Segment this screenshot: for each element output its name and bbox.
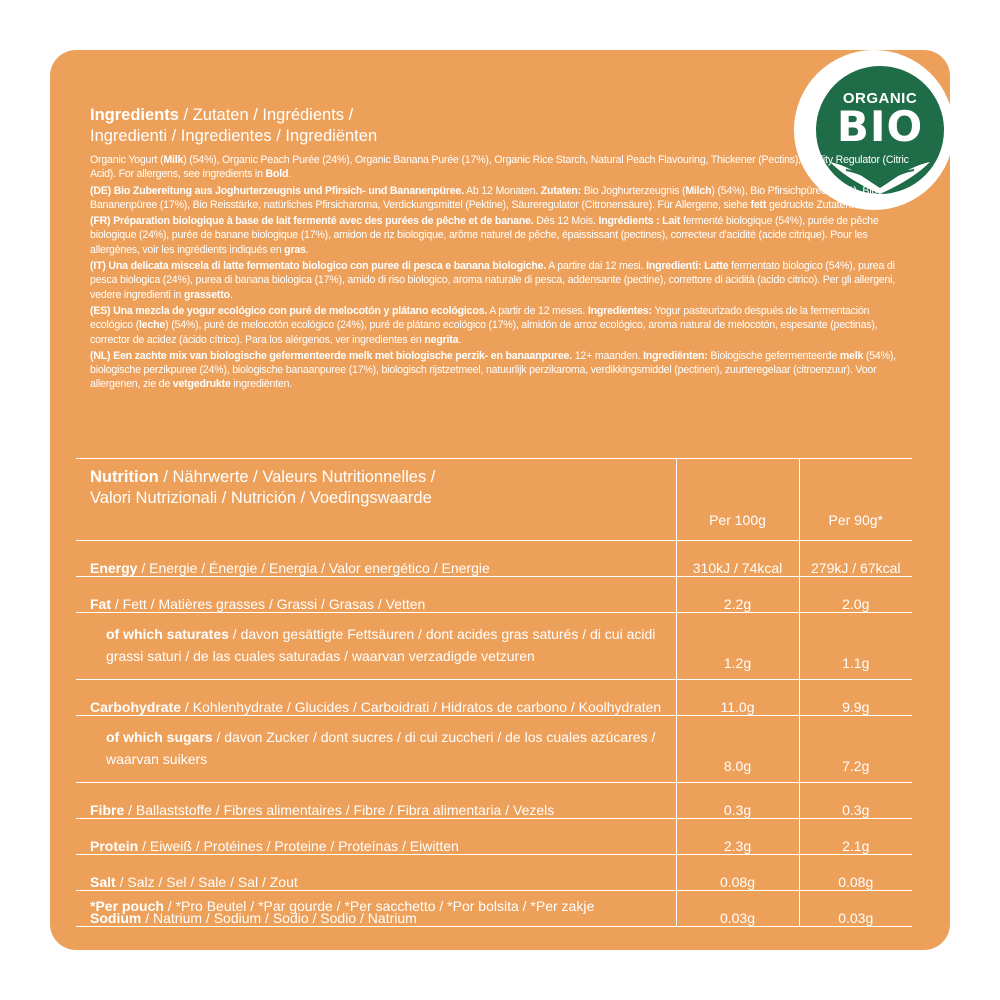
nutrition-heading-rest: / Nährwerte / Valeurs Nutritionnelles / [158,468,436,486]
text: Ab 12 Monaten. [463,184,541,197]
value-per-100g: 0.08g [676,855,799,891]
bold-word: fett [750,198,767,211]
nutrition-heading-line2: Valori Nutrizionali / Nutrición / Voedingswaarde [90,489,432,507]
ingredients-nl [90,349,912,392]
value-per-100g: 0.03g [676,891,799,927]
bold-word: vetgedrukte [172,378,231,391]
ingredients-heading-bold: Ingredients [90,106,179,124]
row-label-rest: / Energie / Énergie / Energia / Valor energético / Energie [137,560,490,576]
text: . [305,243,309,256]
text: (54%), biologische perzikpuree (24%), biologische banaanpuree (17%), biologisch rijstzetmeel, natuurlijk perzikaroma, verdikkingsmiddel (pectinen), zuurteregelaar (citroenzuur). Voor allergenen, zie de [90,349,896,391]
lead: (NL) Een zachte mix van biologische gefermenteerde melk met biologische perzik- en banaanpuree. [90,349,572,362]
footnote-rest: / *Pro Beutel / *Par gourde / *Per sacchetto / *Por bolsita / *Per zakje [163,898,595,914]
lead: (FR) Préparation biologique à base de lait fermenté avec des purées de pêche et de banane. [90,215,534,228]
row-label-bold: Energy [90,560,138,576]
column-per-90g: Per 90g* [799,459,912,541]
value-per-100g: 1.2g [676,613,799,680]
value-per-90g: 279kJ / 67kcal [799,541,912,577]
bold-word: grassetto [183,288,230,301]
row-label-rest: / Kohlenhydrate / Glucides / Carboidrati / Hidratos de carbono / Koolhydraten [181,699,662,715]
value-per-90g: 0.08g [799,855,912,891]
text: fermentato biologico (54%), purea di pesca biologica (24%), purea di banana biologica (17%), amido di riso biologico, aroma naturale di pesca, addensante (pectine), correttore di acidità (acido citrico). Per gli allergeni, vedere ingredienti in [90,260,896,301]
nutrition-table [76,458,912,927]
text: 12+ maanden. [571,349,644,362]
value-per-90g: 0.3g [799,783,912,819]
column-per-100g: Per 100g [676,459,799,541]
row-label [76,716,676,783]
value-per-90g: 2.1g [799,819,912,855]
table-row-fibre [76,783,912,819]
table-row-carbohydrate [76,680,912,716]
text: A partir de 12 meses. [487,304,588,317]
text: Biologische gefermenteerde [707,349,840,362]
row-label-bold: Fibre [90,802,125,818]
ingredients-it [90,259,912,302]
text: gedruckte Zutaten. [766,198,854,211]
label: Ingrediënten: [643,349,708,362]
value-per-90g: 1.1g [799,613,912,680]
row-label-bold: Protein [90,838,139,854]
ingredients-text [90,153,912,394]
lead: (DE) Bio Zubereitung aus Joghurterzeugnis und Pfirsich- und Bananenpüree. [90,184,464,197]
value-per-100g: 310kJ / 74kcal [676,541,799,577]
badge-bio-text: BIO [836,102,924,151]
row-label [76,819,676,855]
row-label-rest: / Ballaststoffe / Fibres alimentaires / Fibre / Fibra alimentaria / Vezels [124,802,555,818]
row-label [76,783,676,819]
row-label-bold: Sodium [90,910,142,926]
ingredients-de [90,184,912,213]
ingredients-es [90,304,912,347]
value-per-90g: 2.0g [799,577,912,613]
allergen: melk [839,349,864,362]
nutrition-heading [76,459,676,541]
value-per-90g: 9.9g [799,680,912,716]
row-label-rest: / Fett / Matières grasses / Grassi / Grasas / Vetten [111,596,426,612]
row-label [76,577,676,613]
value-per-100g: 2.2g [676,577,799,613]
text: A partire dai 12 mesi. [546,260,647,273]
label: Zutaten: [540,184,581,197]
ingredients-en [90,153,912,182]
row-label [76,613,676,680]
value-per-100g: 8.0g [676,716,799,783]
nutrition-header-row [76,459,912,541]
badge-organic-text: ORGANIC [842,90,918,107]
allergen: Milk [163,154,184,166]
text: Organic Yogurt ( [90,154,164,166]
ingredients-heading-rest: / Zutaten / Ingrédients / [178,106,354,124]
table-row-energy [76,541,912,577]
per-pouch-footnote [90,898,594,914]
row-label [76,541,676,577]
label: Ingrédients : Lait [598,215,681,228]
text: Yogur pasteurizado después de la fermentación ecológico ( [90,304,870,332]
row-label [76,680,676,716]
row-label-bold: of which sugars [106,729,213,745]
table-row-sugars [76,716,912,783]
table-row-fat [76,577,912,613]
value-per-100g: 2.3g [676,819,799,855]
table-row-salt [76,855,912,891]
allergen: leche [139,319,166,332]
text: fermenté biologique (54%), purée de pêche biologique (24%), purée de banane biologique (17%), amidon de riz biologique, arôme naturel de pêche, épaississant (pectines), correcteur d'acidité (acide citrique). Pour les allergènes, voir les ingrédients indiqués en [90,215,879,256]
lead: (ES) Una mezcla de yogur ecológico con puré de melocotón y plátano ecológicos. [90,304,488,317]
allergen: Milch [685,184,712,197]
footnote-bold: *Per pouch [90,898,164,914]
text: ) (54%), Bio Pfirsichpüree (24%), Bio Bananenpüree (17%), Bio Reisstärke, natürliches Pfirsicharoma, Verdickungsmittel (Pektine), Säureregulator (Citronensäure). Für Allergene, siehe [90,184,878,211]
text: . [229,288,233,301]
row-label-bold: Fat [90,596,111,612]
row-label-rest: / davon gesättigte Fettsäuren / dont acides gras saturés / di cui acidi grassi saturi / de las cuales saturadas / waarvan verzadigde vetzuren [106,626,656,664]
row-label-rest: / Salz / Sel / Sale / Sal / Zout [115,874,298,890]
bold-word: Bold [265,168,289,181]
row-label-rest: / Natrium / Sodium / Sodio / Sodio / Natrium [141,910,417,926]
ingredients-heading-line2: Ingredienti / Ingredientes / Ingrediënten [90,127,378,145]
text: ) (54%), Organic Peach Purée (24%), Organic Banana Purée (17%), Organic Rice Starch, Natural Peach Flavouring, Thickener (Pectins), Acidity Regulator (Citric Acid). For allergens, see ingredients in [90,154,909,181]
table-row-saturates [76,613,912,680]
row-label-rest: / davon Zucker / dont sucres / di cui zuccheri / de los cuales azúcares / waarvan suikers [106,729,656,767]
row-label [76,855,676,891]
value-per-100g: 11.0g [676,680,799,716]
row-label-bold: of which saturates [106,626,229,642]
text: . [288,168,292,181]
text: Dès 12 Mois. [533,215,599,228]
label: Ingredienti: Latte [646,260,729,273]
row-label-bold: Salt [90,874,116,890]
ingredients-fr [90,214,912,257]
label: Ingredientes: [587,304,652,317]
row-label-rest: / Eiweiß / Protéines / Proteine / Proteínas / Eiwitten [138,838,459,854]
text: ) (54%), puré de melocotón ecológico (24%), puré de plátano ecológico (17%), almidón de arroz ecológico, aroma natural de melocotón, espesante (pectinas), corrector de acidez (ácido cítrico). Para los alérgenos, ver ingredientes en [90,319,878,346]
lead: (IT) Una delicata miscela di latte fermentato biologico con puree di pesca e banana biologiche. [90,260,547,273]
text: Bio Joghurterzeugnis ( [580,184,686,197]
bold-word: negrita [424,333,459,346]
value-per-90g: 0.03g [799,891,912,927]
nutrition-heading-bold: Nutrition [90,468,159,486]
bold-word: gras [284,243,306,256]
text: . [458,333,462,346]
table-row-protein [76,819,912,855]
text: ingrediënten. [230,378,293,391]
ingredients-heading [90,105,710,147]
value-per-100g: 0.3g [676,783,799,819]
row-label-bold: Carbohydrate [90,699,182,715]
value-per-90g: 7.2g [799,716,912,783]
